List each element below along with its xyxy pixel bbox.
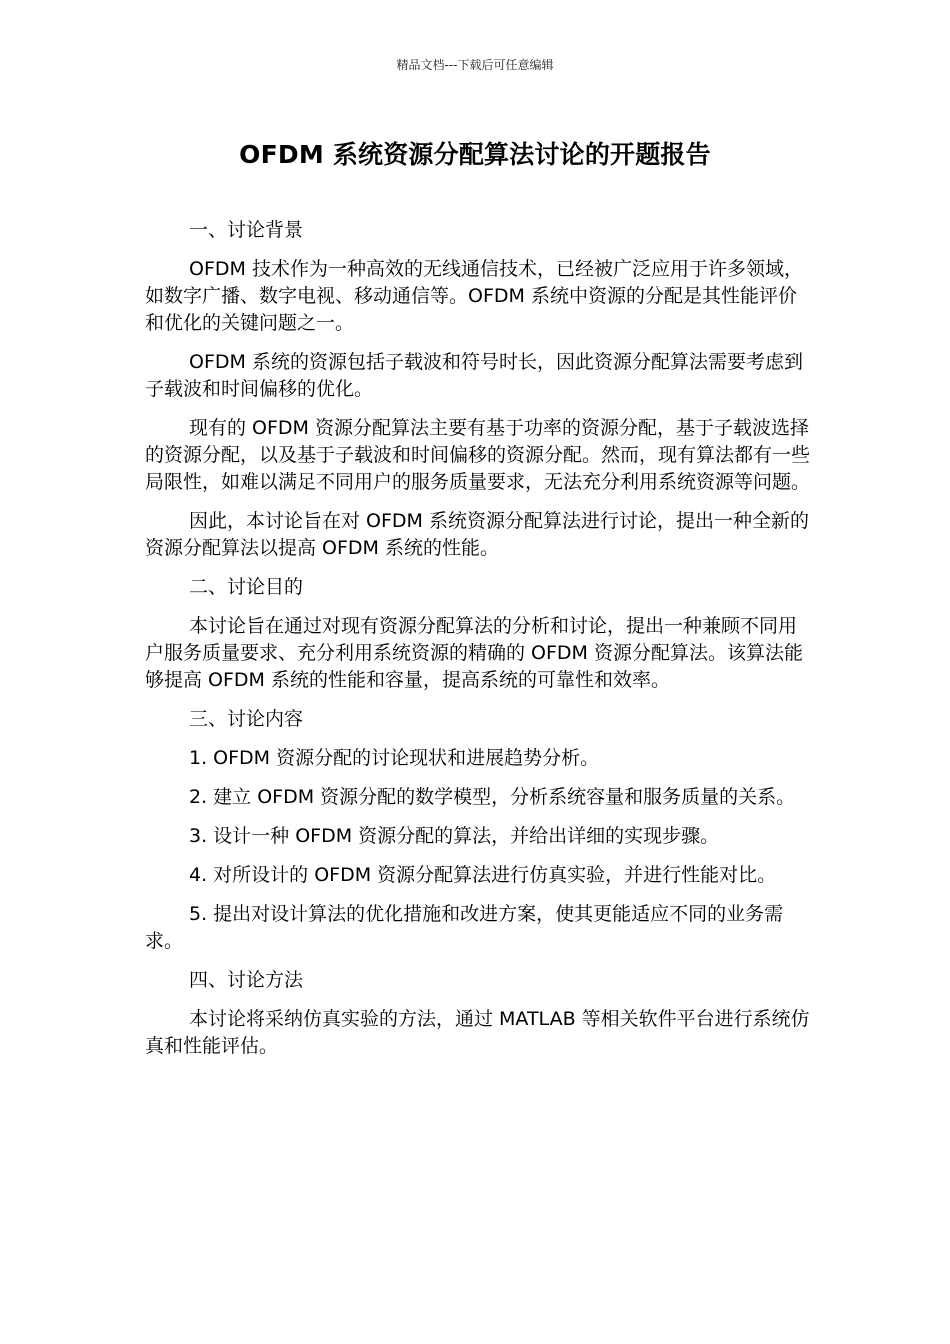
section-heading-purpose: 二、讨论目的 xyxy=(189,576,304,598)
paragraph: OFDM 系统的资源包括子载波和符号时长，因此资源分配算法需要考虑到子载波和时间偏移的优化。 xyxy=(145,351,803,400)
page-header: 精品文档---下载后可任意编辑 xyxy=(396,58,554,72)
document-title: OFDM 系统资源分配算法讨论的开题报告 xyxy=(239,140,711,169)
document-body xyxy=(145,217,810,1072)
section-heading-method: 四、讨论方法 xyxy=(189,969,304,991)
paragraph: 本讨论旨在通过对现有资源分配算法的分析和讨论，提出一种兼顾不同用户服务质量要求、充分利用系统资源的精确的 OFDM 资源分配算法。该算法能够提高 OFDM 系统的性能和容量，提高系统的可靠性和效率。 xyxy=(145,615,803,691)
list-item: 3. 设计一种 OFDM 资源分配的算法，并给出详细的实现步骤。 xyxy=(189,825,720,847)
paragraph: 本讨论将采纳仿真实验的方法，通过 MATLAB 等相关软件平台进行系统仿真和性能评估。 xyxy=(145,1008,810,1057)
section-heading-background: 一、讨论背景 xyxy=(189,219,304,241)
paragraph: 现有的 OFDM 资源分配算法主要有基于功率的资源分配，基于子载波选择的资源分配，以及基于子载波和时间偏移的资源分配。然而，现有算法都有一些局限性，如难以满足不同用户的服务质量要求，无法充分利用系统资源等问题。 xyxy=(145,417,811,493)
list-item: 4. 对所设计的 OFDM 资源分配算法进行仿真实验，并进行性能对比。 xyxy=(189,864,777,886)
paragraph: 因此，本讨论旨在对 OFDM 系统资源分配算法进行讨论，提出一种全新的资源分配算法以提高 OFDM 系统的性能。 xyxy=(145,510,809,559)
list-item: 2. 建立 OFDM 资源分配的数学模型，分析系统容量和服务质量的关系。 xyxy=(189,786,796,808)
list-item: 5. 提出对设计算法的优化措施和改进方案，使其更能适应不同的业务需求。 xyxy=(145,903,784,952)
section-heading-content: 三、讨论内容 xyxy=(189,708,304,730)
paragraph: OFDM 技术作为一种高效的无线通信技术，已经被广泛应用于许多领域，如数字广播、数字电视、移动通信等。OFDM 系统中资源的分配是其性能评价和优化的关键问题之一。 xyxy=(145,258,803,334)
list-item: 1. OFDM 资源分配的讨论现状和进展趋势分析。 xyxy=(189,747,600,769)
